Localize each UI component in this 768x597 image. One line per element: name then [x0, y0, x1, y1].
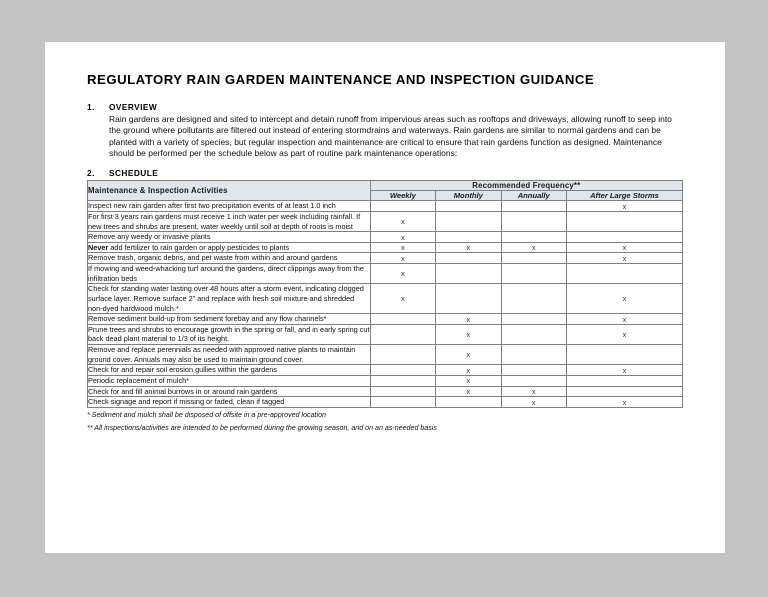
- check-mark-icon: x: [622, 329, 627, 339]
- activity-cell: Check for and repair soil erosion gullies within the gardens: [88, 365, 371, 376]
- frequency-cell-annually: [501, 345, 566, 365]
- activity-cell: Remove trash, organic debris, and pet waste from within and around gardens: [88, 253, 371, 264]
- check-mark-icon: x: [622, 243, 627, 253]
- check-mark-icon: x: [466, 329, 471, 339]
- check-mark-icon: x: [622, 294, 627, 304]
- activity-cell: Prune trees and shrubs to encourage growth in the spring or fall, and in early spring cut back dead plant material to 1/3 of its height.: [88, 324, 370, 344]
- table-row: [88, 365, 683, 376]
- frequency-cell-weekly: [370, 264, 435, 284]
- activity-cell: Periodic replacement of mulch*: [88, 375, 371, 386]
- table-row: [88, 345, 683, 365]
- check-mark-icon: x: [622, 365, 627, 375]
- frequency-cell-weekly: [370, 284, 435, 314]
- frequency-cell-annually: [501, 201, 566, 212]
- check-mark-icon: x: [466, 314, 471, 324]
- frequency-cell-monthly: [436, 201, 501, 212]
- check-mark-icon: x: [401, 243, 405, 253]
- frequency-cell-monthly: [436, 365, 501, 376]
- table-row: [88, 253, 683, 264]
- table-row: [88, 242, 683, 253]
- table-row: [88, 284, 683, 314]
- activity-cell: [88, 242, 371, 253]
- frequency-cell-after-large-storms: [566, 314, 682, 325]
- frequency-cell-monthly: [436, 253, 501, 264]
- frequency-cell-monthly: [436, 375, 501, 386]
- frequency-cell-weekly: [370, 211, 435, 231]
- activity-text: add fertilizer to rain garden or apply pesticides to plants: [108, 242, 290, 252]
- frequency-cell-weekly: [370, 345, 435, 365]
- column-header-weekly: Weekly: [370, 191, 435, 201]
- frequency-cell-after-large-storms: [566, 211, 682, 231]
- check-mark-icon: x: [401, 269, 405, 279]
- activity-emphasis: Never: [88, 242, 109, 252]
- frequency-cell-weekly: [370, 365, 435, 376]
- frequency-cell-weekly: [370, 253, 435, 264]
- check-mark-icon: x: [401, 253, 405, 263]
- frequency-cell-after-large-storms: [566, 375, 682, 386]
- check-mark-icon: x: [531, 386, 536, 396]
- check-mark-icon: x: [622, 201, 627, 211]
- check-mark-icon: x: [401, 232, 405, 242]
- frequency-cell-monthly: [436, 232, 501, 243]
- section-schedule-heading: [87, 168, 683, 178]
- activity-cell: Remove and replace perennials as needed with approved native plants to maintain ground cover. Annuals may also be used to maintain ground cover.: [88, 345, 371, 365]
- frequency-cell-annually: [501, 314, 566, 325]
- frequency-cell-annually: [501, 386, 566, 397]
- check-mark-icon: x: [401, 294, 405, 304]
- column-header-annually: Annually: [501, 191, 566, 201]
- activity-cell: Check for and fill animal burrows in or around rain gardens: [88, 386, 371, 397]
- frequency-cell-monthly: [436, 324, 501, 344]
- frequency-cell-annually: [501, 253, 566, 264]
- activity-cell: Check signage and report if missing or faded, clean if tagged: [88, 397, 371, 408]
- frequency-cell-monthly: [436, 397, 501, 408]
- check-mark-icon: x: [531, 397, 536, 407]
- activity-cell: Check for standing water lasting over 48 hours after a storm event, indicating clogged surface layer. Remove surface 2" and replace with fresh soil mixture and shredded non-dyed hardwood mulch.*: [88, 284, 371, 314]
- column-header-activities: Maintenance & Inspection Activities: [88, 181, 371, 201]
- frequency-cell-monthly: [436, 284, 501, 314]
- section-overview-body: Rain gardens are designed and sited to intercept and detain runoff from impervious areas such as rooftops and driveways, allowing runoff to seep into the ground where pollutants are filtered out instead of entering stormdrains and waterways. Rain gardens are similar to normal gardens and can be planted with a variety of species, but regular inspection and maintenance are critical to ensure that rain gardens function as designed. Maintenance should be performed per the schedule below as part of routine park maintenance operations:: [109, 113, 672, 158]
- frequency-cell-monthly: [436, 242, 501, 253]
- frequency-cell-weekly: [370, 386, 435, 397]
- check-mark-icon: x: [401, 217, 405, 227]
- activity-cell: Remove sediment build-up from sediment forebay and any flow channels*: [88, 314, 371, 325]
- frequency-cell-weekly: [370, 201, 435, 212]
- frequency-cell-weekly: [370, 324, 435, 344]
- document-page: [45, 42, 725, 553]
- frequency-cell-annually: [501, 284, 566, 314]
- frequency-cell-after-large-storms: [566, 324, 682, 344]
- frequency-cell-after-large-storms: [566, 201, 682, 212]
- page-title: REGULATORY RAIN GARDEN MAINTENANCE AND INSPECTION GUIDANCE: [87, 72, 595, 87]
- table-body: [88, 201, 683, 408]
- section-overview-number: 1.: [87, 101, 95, 112]
- frequency-cell-after-large-storms: [566, 365, 682, 376]
- check-mark-icon: x: [622, 253, 627, 263]
- table-row: [88, 201, 683, 212]
- section-schedule-number: 2.: [87, 168, 95, 179]
- frequency-cell-weekly: [370, 375, 435, 386]
- frequency-cell-after-large-storms: [566, 284, 682, 314]
- frequency-cell-monthly: [436, 264, 501, 284]
- frequency-cell-weekly: [370, 232, 435, 243]
- frequency-cell-annually: [501, 397, 566, 408]
- activity-cell: Inspect new rain garden after first two precipitation events of at least 1.0 inch: [88, 201, 371, 212]
- maintenance-schedule-table: [87, 180, 683, 408]
- frequency-cell-after-large-storms: [566, 345, 682, 365]
- table-row: [88, 386, 683, 397]
- frequency-cell-monthly: [436, 386, 501, 397]
- frequency-cell-after-large-storms: [566, 264, 682, 284]
- check-mark-icon: x: [531, 243, 536, 253]
- table-row: [88, 211, 683, 231]
- frequency-cell-after-large-storms: [566, 386, 682, 397]
- column-header-monthly: Monthly: [436, 191, 501, 201]
- section-overview-heading: [87, 102, 683, 112]
- table-row: [88, 232, 683, 243]
- frequency-cell-after-large-storms: [566, 242, 682, 253]
- section-overview-label: OVERVIEW: [109, 101, 158, 112]
- section-schedule-label: SCHEDULE: [109, 168, 159, 179]
- activity-cell: Remove any weedy or invasive plants: [88, 232, 371, 243]
- table-header: [88, 181, 683, 201]
- activity-cell: For first 3 years rain gardens must receive 1 inch water per week including rainfall. If new trees and shrubs are present, water weekly until soil at depth of roots is moist: [88, 211, 371, 231]
- frequency-cell-monthly: [436, 314, 501, 325]
- check-mark-icon: x: [466, 243, 471, 253]
- check-mark-icon: x: [466, 350, 471, 360]
- frequency-cell-annually: [501, 264, 566, 284]
- table-row: [88, 264, 683, 284]
- check-mark-icon: x: [466, 365, 471, 375]
- footnote-double-asterisk: ** All inspections/activities are intended to be performed during the growing season, and on an as-needed basis: [87, 423, 437, 432]
- frequency-cell-weekly: [370, 397, 435, 408]
- frequency-cell-after-large-storms: [566, 232, 682, 243]
- check-mark-icon: x: [622, 397, 627, 407]
- frequency-cell-annually: [501, 324, 566, 344]
- table-row: [88, 314, 683, 325]
- frequency-cell-annually: [501, 232, 566, 243]
- column-header-after-large-storms: After Large Storms: [566, 191, 682, 201]
- frequency-cell-monthly: [436, 345, 501, 365]
- frequency-cell-annually: [501, 375, 566, 386]
- column-header-frequency-group: Recommended Frequency**: [370, 181, 682, 191]
- check-mark-icon: x: [466, 386, 471, 396]
- footnote-single-asterisk: * Sediment and mulch shall be disposed of offsite in a pre-approved location: [87, 410, 326, 419]
- check-mark-icon: x: [466, 376, 471, 386]
- table-row: [88, 375, 683, 386]
- activity-cell: If mowing and weed-whacking turf around the gardens, direct clippings away from the infiltration beds: [88, 264, 371, 284]
- frequency-cell-after-large-storms: [566, 253, 682, 264]
- table-row: [88, 324, 683, 344]
- table-row: [88, 397, 683, 408]
- frequency-cell-after-large-storms: [566, 397, 682, 408]
- frequency-cell-annually: [501, 365, 566, 376]
- frequency-cell-weekly: [370, 314, 435, 325]
- section-schedule: [87, 168, 683, 433]
- frequency-cell-monthly: [436, 211, 501, 231]
- frequency-cell-annually: [501, 242, 566, 253]
- section-overview: [87, 102, 683, 160]
- frequency-cell-weekly: [370, 242, 435, 253]
- table-header-row-group: [88, 181, 683, 191]
- check-mark-icon: x: [622, 314, 627, 324]
- frequency-cell-annually: [501, 211, 566, 231]
